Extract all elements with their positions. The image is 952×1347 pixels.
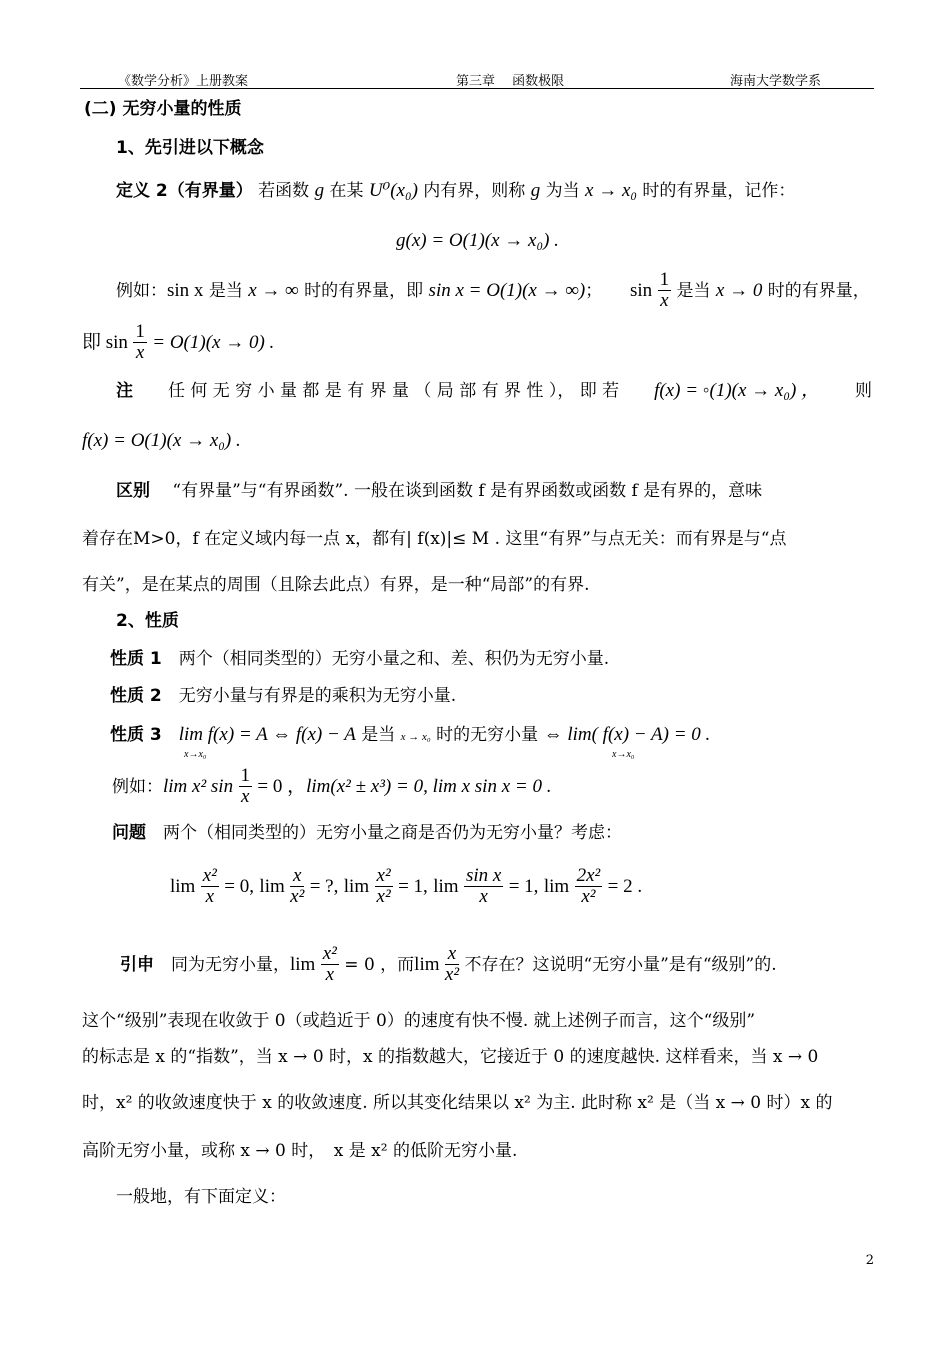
question xyxy=(112,822,622,844)
frac-num: 2x² xyxy=(576,865,601,886)
property-3-sub: x→x₀ xyxy=(184,749,207,760)
example1-text-2: 时的有界量，即 xyxy=(298,281,429,301)
page-number: 2 xyxy=(865,1253,874,1268)
ext-line5: 高阶无穷小量，或称 x → 0 时， x 是 x² 的低阶无穷小量. xyxy=(82,1141,518,1161)
note-text: 任 何 无 穷 小 量 都 是 有 界 量 （ 局 部 有 界 性 ）， 即 若 xyxy=(167,381,620,401)
note-line2: f(x) = O(1)(x → x₀) . xyxy=(82,430,241,451)
property-3-sub-2: x→x₀ xyxy=(612,749,635,760)
note-label: 注 xyxy=(116,381,133,401)
header-right: 海南大学数学系 xyxy=(730,74,822,89)
frac-den: x xyxy=(479,886,488,907)
example2-frac xyxy=(239,766,253,807)
frac-1-over-x xyxy=(658,270,672,311)
def2-neighborhood: U⁰(x₀) xyxy=(368,180,418,201)
lim-group-3 xyxy=(344,866,428,907)
example1-l2-sin: 即 sin xyxy=(82,332,128,353)
property-3-expr-2: ⇔ lim( f(x) − A) = 0 . xyxy=(543,724,711,745)
lim-result: = ?, xyxy=(309,876,339,897)
frac-den: x xyxy=(135,342,145,363)
def2-arrow: x → x₀ xyxy=(585,180,638,201)
example1-semicolon: ； xyxy=(585,281,603,301)
header-center: 第三章 函数极限 xyxy=(456,74,565,89)
ext-text-b: = 0 ，而 xyxy=(344,955,415,975)
lim-group-4 xyxy=(433,866,538,907)
property-3-arrow: x → x₀ xyxy=(400,731,431,743)
diff-text-1: “有界量”与“有界函数”. 一般在谈到函数 f 是有界函数或函数 f 是有界的，意味 xyxy=(172,481,763,501)
frac-den: x xyxy=(325,964,335,985)
lim-group-2 xyxy=(259,866,338,907)
example2-label: 例如： xyxy=(112,777,163,797)
def2-text-d: 为当 xyxy=(540,181,586,201)
example1-line1 xyxy=(116,280,602,302)
sin-label: sin xyxy=(630,280,653,301)
lim-result: = 0, xyxy=(224,876,255,897)
frac-1-over-x-2 xyxy=(133,322,147,363)
example1-line1-right xyxy=(630,270,870,311)
fraction xyxy=(321,944,339,985)
lim-word: lim xyxy=(414,954,440,975)
fraction xyxy=(464,866,503,907)
frac-num: 1 xyxy=(135,321,145,342)
def2-text-e: 时的有界量，记作： xyxy=(637,181,796,201)
item1-title: 1、先引进以下概念 xyxy=(116,138,264,158)
section-title: (二) 无穷小量的性质 xyxy=(84,99,242,119)
property-1-text: 两个（相同类型的）无穷小量之和、差、积仍为无穷小量. xyxy=(178,649,610,669)
property-3-text: 是当 xyxy=(355,725,401,745)
diff-label: 区别 xyxy=(116,481,150,501)
example1-text-4: 时的有界量， xyxy=(762,281,870,301)
formula-bounded: g(x) = O(1)(x → x₀) . xyxy=(396,230,559,251)
ext-line2: 这个“级别”表现在收敛于 0（或趋近于 0）的速度有快不慢. 就上述例子而言，这个“级别” xyxy=(82,1011,756,1031)
example1-formula: sin x = O(1)(x → ∞) xyxy=(428,280,586,301)
diff-line1 xyxy=(116,480,762,502)
frac-den: x xyxy=(241,786,250,807)
property-2-text: 无穷小量与有界是的乘积为无穷小量. xyxy=(178,686,457,706)
example2 xyxy=(112,766,551,807)
lim-result: = 1, xyxy=(398,876,428,897)
question-label: 问题 xyxy=(112,823,146,843)
ext-line6: 一般地，有下面定义： xyxy=(116,1187,286,1207)
lim-group-1 xyxy=(170,866,254,907)
lim-word: lim xyxy=(170,876,196,897)
ext-label: 引申 xyxy=(120,955,154,975)
fraction xyxy=(290,866,304,907)
def2-g: g xyxy=(314,180,325,201)
frac-den: x² xyxy=(376,886,391,907)
frac-num: 1 xyxy=(240,765,250,786)
example2-lim-2: lim(x² ± x³) = 0, lim x sin x = 0 . xyxy=(306,776,552,797)
frac-num: x² xyxy=(202,865,217,886)
lim-word: lim xyxy=(433,876,459,897)
example1-text: 是当 xyxy=(203,281,249,301)
example2-eq: = 0 ， xyxy=(257,776,307,797)
header-rule xyxy=(80,88,874,89)
property-3-expr: lim f(x) = A ⇔ f(x) − A xyxy=(178,724,356,745)
lim-result: = 2 . xyxy=(607,876,643,897)
frac-num: sin x xyxy=(465,865,502,886)
fraction xyxy=(445,944,459,985)
example1-line2 xyxy=(82,322,274,363)
note-then: 则 xyxy=(855,381,872,401)
ext-line1 xyxy=(120,944,777,985)
frac-den: x xyxy=(660,290,669,311)
ext-line3: 的标志是 x 的“指数”，当 x → 0 时，x 的指数越大，它接近于 0 的速度越快. 这样看来，当 x → 0 xyxy=(82,1047,819,1067)
fraction xyxy=(201,866,219,907)
def2-text-c: 内有界，则称 xyxy=(417,181,531,201)
diff-line2: 着存在M>0，f 在定义域内每一点 x，都有| f(x)|≤ M . 这里“有界”与点无关：而有界是与“点 xyxy=(82,529,787,549)
lim-word: lim xyxy=(343,876,370,897)
frac-num: 1 xyxy=(659,269,670,290)
frac-den: x xyxy=(205,886,215,907)
definition-2 xyxy=(116,180,795,202)
property-2 xyxy=(110,685,456,707)
lim-group-5 xyxy=(544,866,642,907)
property-3-label: 性质 3 xyxy=(110,725,162,745)
property-1-label: 性质 1 xyxy=(110,649,162,669)
example2-lim-1: lim x² sin xyxy=(163,776,234,797)
property-2-label: 性质 2 xyxy=(110,686,162,706)
frac-den: x² xyxy=(581,886,596,907)
ext-text-a: 同为无穷小量， xyxy=(171,955,290,975)
ext-text-c: 不存在？这说明“无穷小量”是有“级别”的. xyxy=(464,955,777,975)
lim-word: lim xyxy=(543,876,570,897)
note-expr: f(x) = ◦(1)(x → x₀) ， xyxy=(654,380,821,401)
lim-word: lim xyxy=(290,954,316,975)
fraction xyxy=(575,866,603,907)
lim-word: lim xyxy=(259,876,285,897)
frac-num: x² xyxy=(322,943,337,964)
example1-l2-formula: = O(1)(x → 0) . xyxy=(152,332,275,353)
ext-line4: 时，x² 的收敛速度快于 x 的收敛速度. 所以其变化结果以 x² 为主. 此时称 x² 是（当 x → 0 时）x 的 xyxy=(82,1093,833,1113)
def2-text-a: 若函数 xyxy=(252,181,315,201)
example1-arrow: x → ∞ xyxy=(248,280,299,301)
def2-paren: （有界量） xyxy=(167,181,253,201)
item2-title: 2、性质 xyxy=(116,611,179,631)
def2-text-b: 在某 xyxy=(324,181,369,201)
frac-den: x² xyxy=(444,964,460,985)
limits-row xyxy=(170,866,642,907)
def2-label: 定义 2 xyxy=(116,181,168,201)
note-line1 xyxy=(116,380,872,402)
header-left: 《数学分析》上册教案 xyxy=(118,74,249,89)
property-3-text-2: 时的无穷小量 xyxy=(430,725,544,745)
frac-num: x xyxy=(290,866,304,887)
def2-g-2: g xyxy=(530,180,541,201)
example1-arrow-2: x → 0 xyxy=(715,280,763,301)
diff-line3: 有关”，是在某点的周围（且除去此点）有界，是一种“局部”的有界. xyxy=(82,575,590,595)
frac-num: x xyxy=(445,944,459,965)
question-text: 两个（相同类型的）无穷小量之商是否仍为无穷小量？考虑： xyxy=(163,823,622,843)
fraction xyxy=(375,866,393,907)
example1-label: 例如： xyxy=(116,281,167,301)
frac-den: x² xyxy=(290,886,305,907)
property-1 xyxy=(110,648,609,670)
example1-text-3: 是当 xyxy=(676,281,716,301)
lim-result: = 1, xyxy=(508,876,539,897)
frac-num: x² xyxy=(376,865,391,886)
example1-sinx: sin x xyxy=(167,280,204,301)
